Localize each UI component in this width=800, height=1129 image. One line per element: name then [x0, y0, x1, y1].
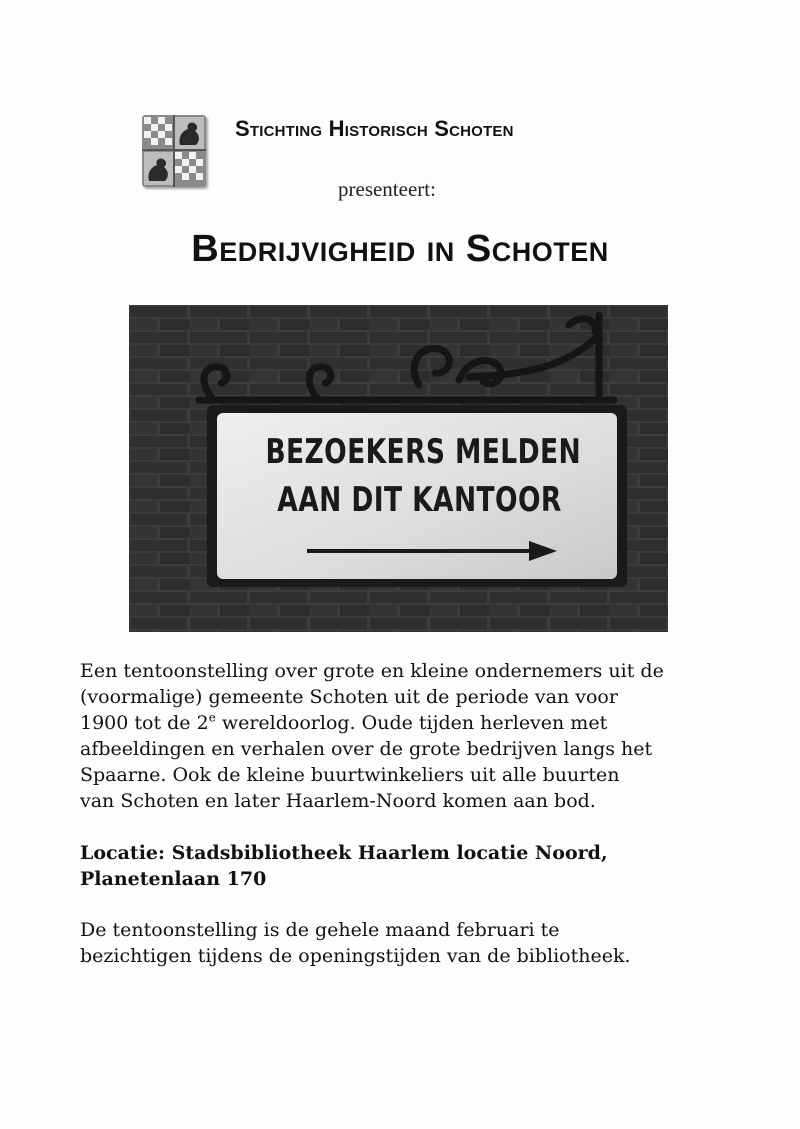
location-info — [80, 840, 740, 892]
description-line: van Schoten en later Haarlem-Noord komen aan bod. — [80, 790, 596, 812]
description-line: (voormalige) gemeente Schoten uit de periode van voor — [80, 686, 618, 708]
footer-line: bezichtigen tijdens de openingstijden van de bibliotheek. — [80, 945, 631, 967]
description-line: afbeeldingen en verhalen over de grote bedrijven langs het — [80, 738, 653, 760]
location-line: Planetenlaan 170 — [80, 868, 267, 890]
description-line — [80, 710, 740, 736]
organization-name: Stichting Historisch Schoten — [235, 116, 514, 141]
sign-line-1: BEZOEKERS MELDEN — [265, 432, 582, 472]
description-fragment: wereldoorlog. Oude tijden herleven met — [215, 712, 608, 734]
exhibition-title: Bedrijvigheid in Schoten — [191, 228, 609, 270]
footer-line: De tentoonstelling is de gehele maand februari te — [80, 919, 560, 941]
description-paragraph — [80, 658, 740, 814]
sign-line-2: AAN DIT KANTOOR — [277, 480, 562, 520]
coat-of-arms-logo — [142, 115, 206, 187]
location-line: Locatie: Stadsbibliotheek Haarlem locatie Noord, — [80, 842, 608, 864]
presents-text: presenteert: — [338, 177, 436, 201]
sign-text — [265, 428, 582, 524]
description-line: Spaarne. Ook de kleine buurtwinkeliers uit alle buurten — [80, 764, 620, 786]
description-line: Een tentoonstelling over grote en kleine ondernemers uit de — [80, 660, 664, 682]
superscript-e: e — [208, 710, 216, 725]
footer-paragraph — [80, 917, 740, 969]
description-fragment: 1900 tot de 2 — [80, 712, 209, 734]
